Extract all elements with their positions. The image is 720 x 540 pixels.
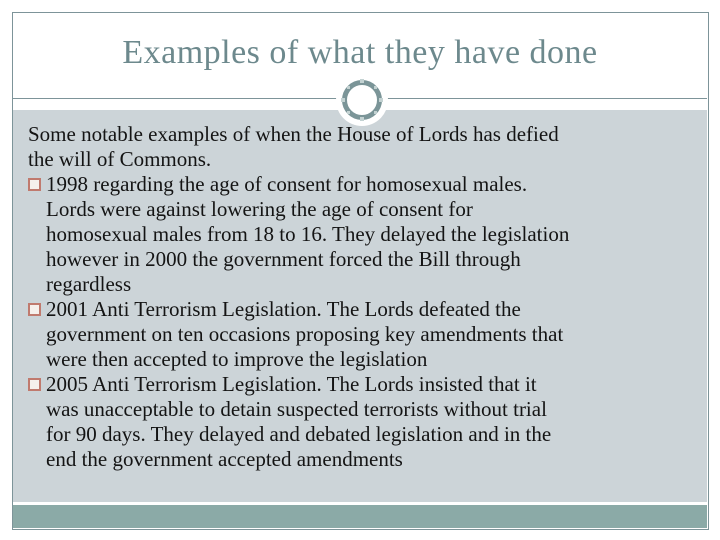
slide-title: Examples of what they have done bbox=[122, 34, 598, 71]
bottom-accent-bar bbox=[13, 505, 707, 528]
bullet-text: 2001 Anti Terrorism Legislation. The Lords defeated the government on ten occasions proposing key amendments that were then accepted to improve the legislation bbox=[46, 297, 564, 371]
circle-ornament-icon bbox=[332, 70, 392, 130]
slide-body bbox=[28, 122, 696, 472]
bullet-text: 2005 Anti Terrorism Legislation. The Lords insisted that it was unacceptable to detain suspected terrorists without trial for 90 days. They delayed and debated legislation and in the end the government accepted amendments bbox=[46, 372, 552, 471]
intro-paragraph: Some notable examples of when the House of Lords has defied the will of Commons. bbox=[28, 122, 559, 171]
square-bullet-icon bbox=[28, 178, 41, 191]
bullet-item-1998 bbox=[28, 172, 696, 297]
square-bullet-icon bbox=[28, 378, 41, 391]
bullet-item-2001 bbox=[28, 297, 696, 372]
bullet-text: 1998 regarding the age of consent for homosexual males. Lords were against lowering the age of consent for homosexual males from 18 to 16. They delayed the legislation however in 2000 the government forced the Bill through regardless bbox=[46, 172, 570, 296]
bullet-item-2005 bbox=[28, 372, 696, 472]
square-bullet-icon bbox=[28, 303, 41, 316]
